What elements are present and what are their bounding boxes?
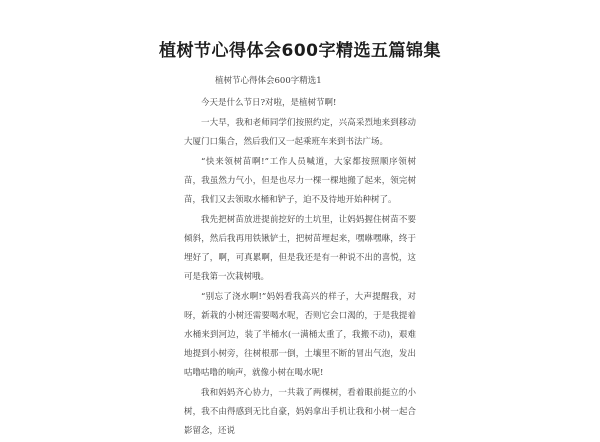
paragraph: 我先把树苗放进提前挖好的土坑里，让妈妈握住树苗不要倾斜，然后我再用铁锹铲土，把树苗埋起来，嘿咻嘿咻，终于埋好了，啊，可真累啊，但是我还是有一种说不出的喜悦，这可是我第一次栽树哦。 — [184, 215, 416, 282]
paragraph: 一大早，我和老师同学们按照约定，兴高采烈地来到移动大厦门口集合，然后我们又一起乘班车来到书法广场。 — [184, 118, 416, 147]
document-body — [184, 72, 416, 442]
paragraph: “别忘了浇水啊!”妈妈看我高兴的样子，大声提醒我，对呀，新栽的小树还需要喝水呢，否则它会口渴的，于是我提着水桶来到河边，装了半桶水(一满桶太重了，我搬不动)，艰难地提到小树旁，往树根那一倒，土壤里不断的冒出气泡，发出咕噜咕噜的响声，就像小树在喝水呢! — [184, 292, 416, 378]
section-subtitle: 植树节心得体会600字精选1 — [215, 76, 322, 86]
paragraph: 我和妈妈齐心协力，一共栽了两棵树，看着眼前挺立的小树，我不由得感到无比自豪，妈妈拿出手机让我和小树一起合影留念，还说 — [184, 388, 416, 436]
paragraph: 今天是什么节日?对啦，是植树节啊! — [201, 98, 337, 108]
document-title: 植树节心得体会600字精选五篇锦集 — [159, 41, 441, 61]
paragraph: “快来领树苗啊!”工作人员喊道，大家都按照顺序领树苗，我虽然力气小，但是也尽力一棵一棵地搬了起来，领完树苗，我们又去领取水桶和铲子，迫不及待地开始种树了。 — [184, 157, 416, 205]
